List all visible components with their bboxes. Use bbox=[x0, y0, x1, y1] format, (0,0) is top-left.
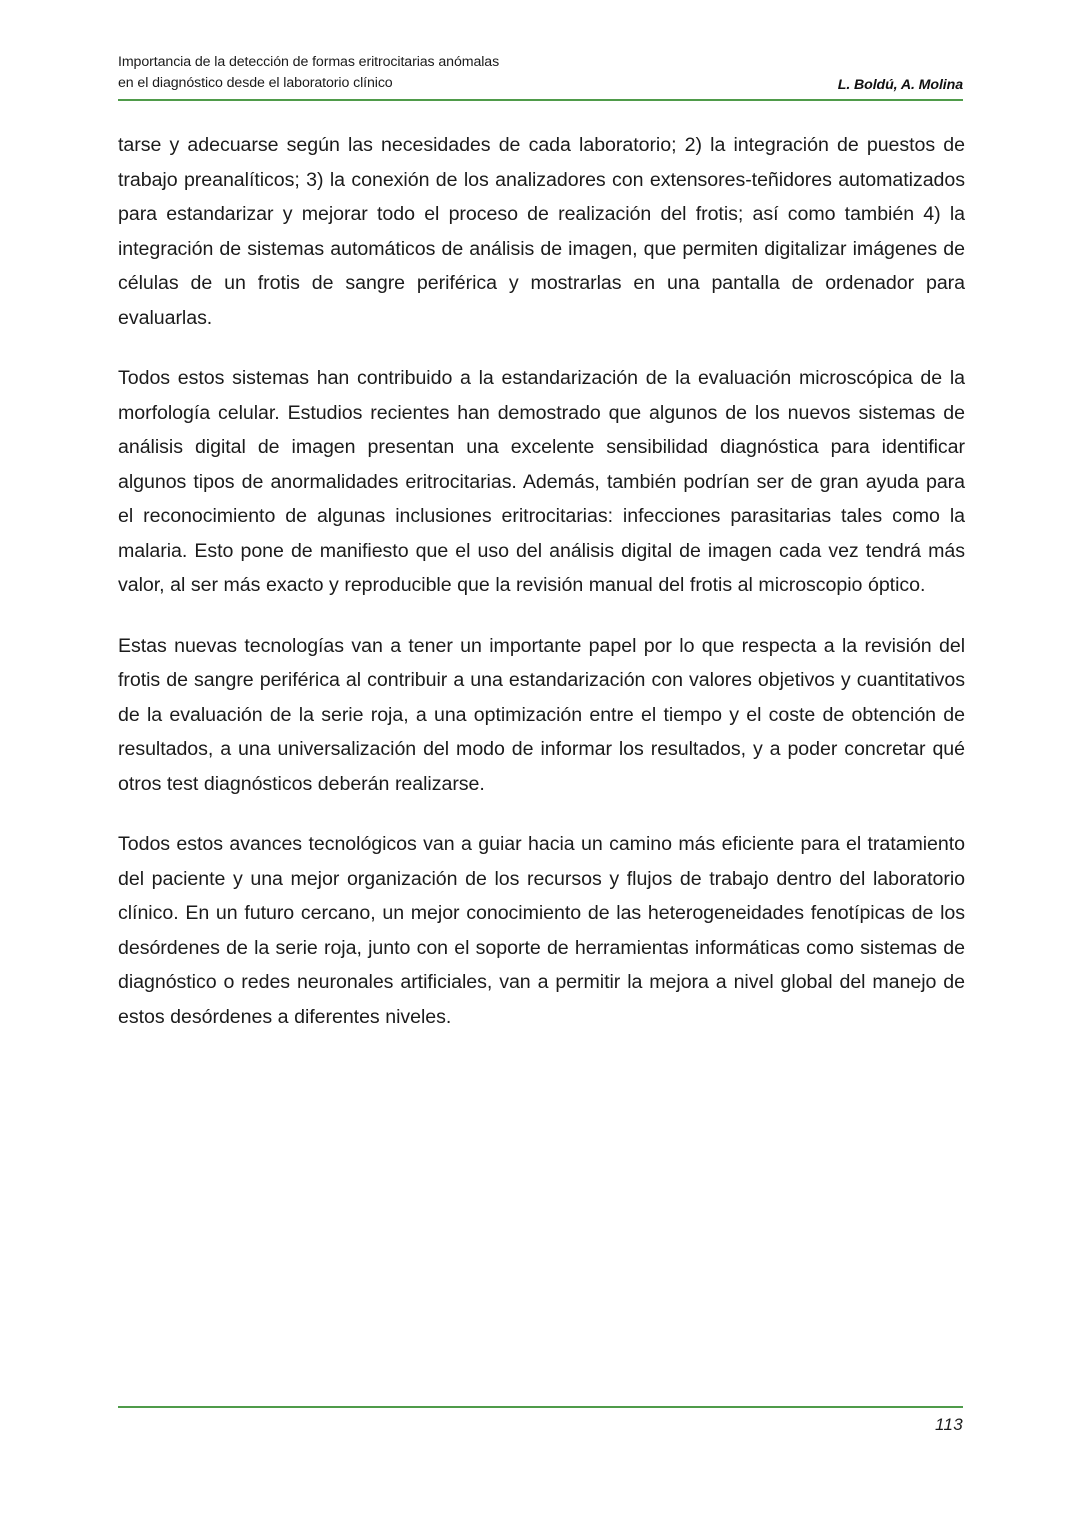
running-head-title-line2: en el diagnóstico desde el laboratorio clínico bbox=[118, 75, 393, 91]
header-rule bbox=[118, 99, 963, 101]
paragraph: tarse y adecuarse según las necesidades de cada laboratorio; 2) la integración de puestos de trabajo preanalíticos; 3) la conexión de los analizadores con extensores-teñidores automatizados para estandarizar y mejorar todo el proceso de realización del frotis; así como también 4) la integración de sistemas automáticos de análisis de imagen, que permiten digitalizar imágenes de células de un frotis de sangre periférica y mostrarlas en una pantalla de ordenador para evaluarlas. bbox=[118, 134, 965, 329]
body-text bbox=[118, 128, 965, 1034]
running-head bbox=[118, 52, 963, 101]
running-head-rows bbox=[118, 52, 963, 96]
page-number: 113 bbox=[934, 1415, 963, 1434]
paragraph: Todos estos avances tecnológicos van a guiar hacia un camino más eficiente para el tratamiento del paciente y una mejor organización de los recursos y flujos de trabajo dentro del laboratorio clínico. En un futuro cercano, un mejor conocimiento de las heterogeneidades fenotípicas de los desórdenes de la serie roja, junto con el soporte de herramientas informáticas como sistemas de diagnóstico o redes neuronales artificiales, van a permitir la mejora a nivel global del manejo de estos desórdenes a diferentes niveles. bbox=[118, 833, 965, 1028]
running-head-authors: L. Boldú, A. Molina bbox=[837, 77, 963, 93]
paragraph: Estas nuevas tecnologías van a tener un importante papel por lo que respecta a la revisión del frotis de sangre periférica al contribuir a una estandarización con valores objetivos y cuantitativos de la evaluación de la serie roja, a una optimización entre el tiempo y el coste de obtención de resultados, a una universalización del modo de informar los resultados, y a poder concretar qué otros test diagnósticos deberán realizarse. bbox=[118, 634, 965, 795]
running-head-title-line1: Importancia de la detección de formas eritrocitarias anómalas bbox=[118, 54, 500, 70]
page-footer bbox=[118, 1406, 963, 1435]
paragraph: Todos estos sistemas han contribuido a la estandarización de la evaluación microscópica de la morfología celular. Estudios recientes han demostrado que algunos de los nuevos sistemas de análisis digital de imagen presentan una excelente sensibilidad diagnóstica para identificar algunos tipos de anormalidades eritrocitarias. Además, también podrían ser de gran ayuda para el reconocimiento de algunas inclusiones eritrocitarias: infecciones parasitarias tales como la malaria. Esto pone de manifiesto que el uso del análisis digital de imagen cada vez tendrá más valor, al ser más exacto y reproducible que la revisión manual del frotis al microscopio óptico. bbox=[118, 367, 965, 596]
footer-rule bbox=[118, 1406, 963, 1408]
